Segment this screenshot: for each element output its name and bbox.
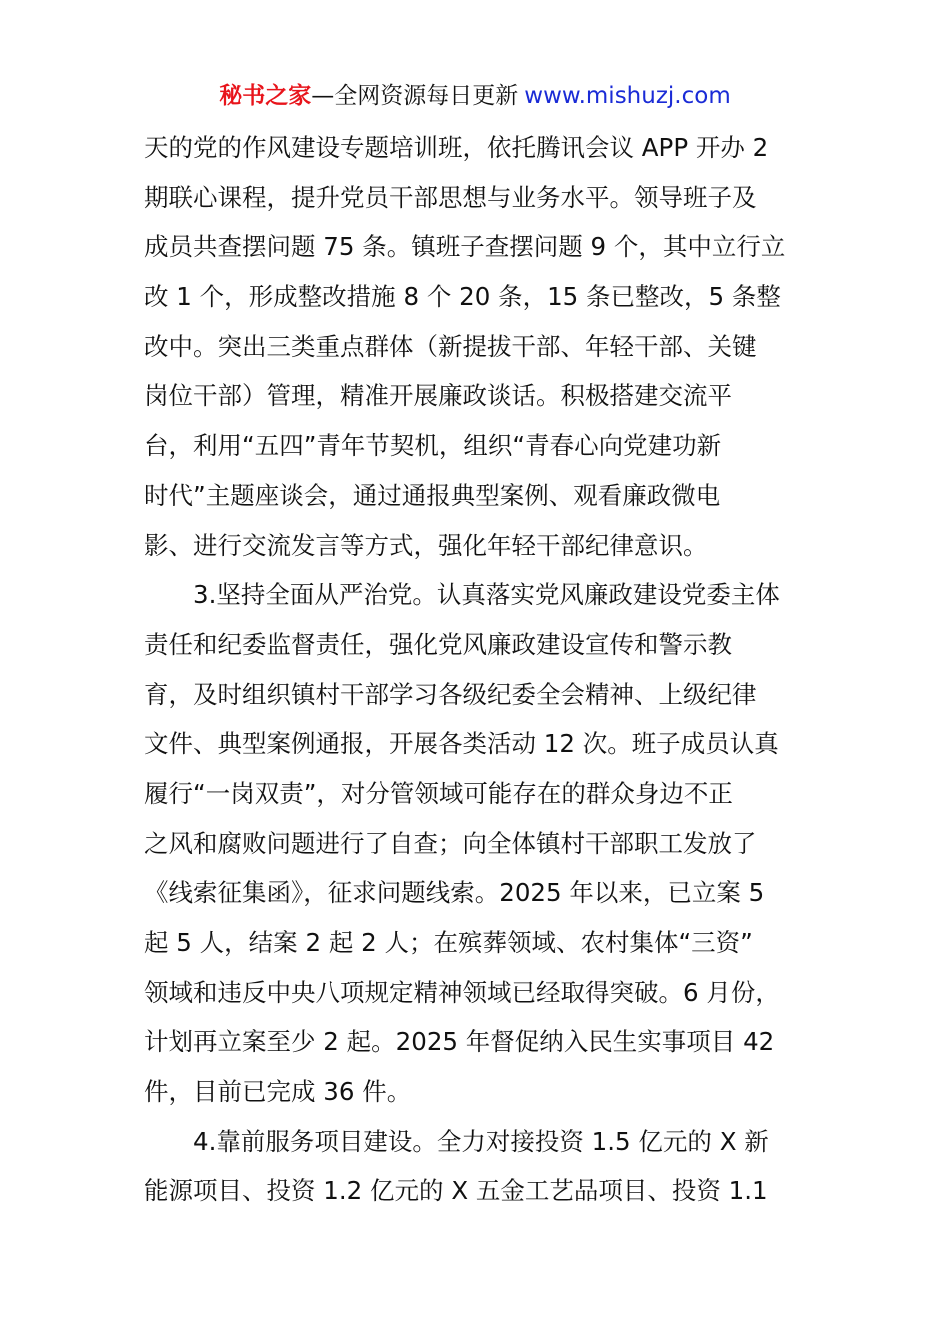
text-line: 改中。突出三类重点群体（新提拔干部、年轻干部、关键: [144, 331, 757, 361]
text-line: 影、进行交流发言等方式，强化年轻干部纪律意识。: [144, 530, 708, 560]
text-line: 计划再立案至少 2 起。2025 年督促纳入民生实事项目 42: [144, 1027, 775, 1057]
text-line: 领域和违反中央八项规定精神领域已经取得突破。6 月份，: [144, 977, 780, 1007]
page-header: [0, 78, 950, 114]
text-line: 时代”主题座谈会，通过通报典型案例、观看廉政微电: [144, 480, 721, 510]
text-line: 能源项目、投资 1.2 亿元的 X 五金工艺品项目、投资 1.1: [144, 1176, 768, 1206]
text-line: 件，目前已完成 36 件。: [144, 1077, 412, 1107]
section-heading-line: 3.坚持全面从严治党。认真落实党风廉政建设党委主体: [193, 580, 780, 610]
text-line: 《线索征集函》，征求问题线索。2025 年以来，已立案 5: [144, 878, 765, 908]
text-line: 履行“一岗双责”，对分管领域可能存在的群众身边不正: [144, 778, 733, 808]
text-line: 起 5 人，结案 2 起 2 人；在殡葬领域、农村集体“三资”: [144, 928, 753, 957]
text-line: 岗位干部）管理，精准开展廉政谈话。积极搭建交流平: [144, 381, 732, 411]
text-line: 改 1 个，形成整改措施 8 个 20 条，15 条已整改，5 条整: [144, 282, 781, 312]
document-body: [144, 123, 824, 1216]
text-line: 期联心课程，提升党员干部思想与业务水平。领导班子及: [144, 182, 757, 212]
text-line: 责任和纪委监督责任，强化党风廉政建设宣传和警示教: [144, 629, 732, 659]
text-line: 之风和腐败问题进行了自查；向全体镇村干部职工发放了: [144, 828, 757, 858]
text-line: 成员共查摆问题 75 条。镇班子查摆问题 9 个，其中立行立: [144, 232, 786, 262]
text-line: 育，及时组织镇村干部学习各级纪委全会精神、上级纪律: [144, 679, 757, 709]
text-line: 文件、典型案例通报，开展各类活动 12 次。班子成员认真: [144, 729, 779, 759]
section-heading-line: 4.靠前服务项目建设。全力对接投资 1.5 亿元的 X 新: [193, 1126, 769, 1156]
site-tagline: —全网资源每日更新: [311, 83, 519, 109]
text-line: 天的党的作风建设专题培训班，依托腾讯会议 APP 开办 2: [144, 133, 769, 162]
site-brand: 秘书之家: [219, 83, 312, 109]
text-line: 台，利用“五四”青年节契机，组织“青春心向党建功新: [144, 431, 722, 461]
site-url-link[interactable]: www.mishuzj.com: [524, 83, 731, 109]
